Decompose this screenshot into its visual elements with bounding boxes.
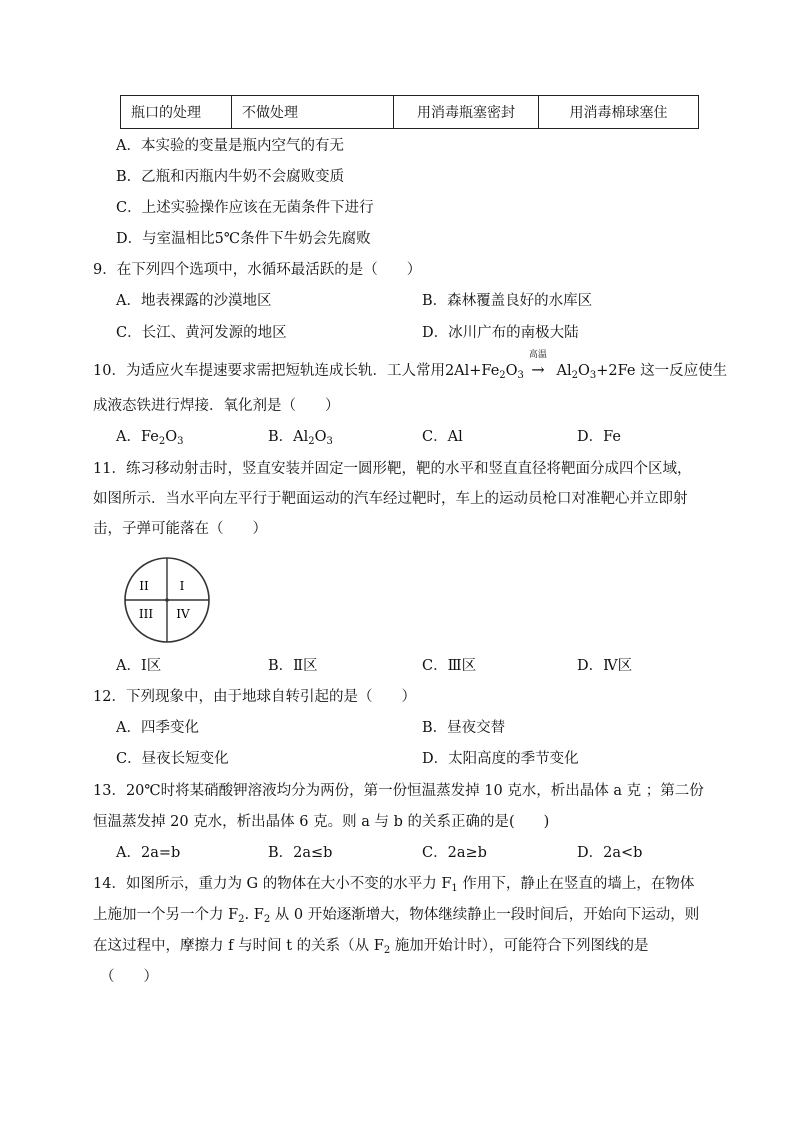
q13-stem-line1: 13．20℃时将某硝酸钾溶液均分为两份，第一份恒温蒸发掉 10 克水，析出晶体 a 克 ；第二份 (93, 783, 704, 799)
q14-text: 从 0 开始逐渐增大，物体继续静止一段时间后，开始向下运动，则 (270, 907, 700, 923)
subscript: 2 (499, 370, 506, 381)
reaction-condition: 高温 (528, 350, 547, 360)
q12-option-d: D．太阳高度的季节变化 (422, 751, 579, 767)
q11-stem-line1: 11．练习移动射击时，竖直安装并固定一圆形靶，靶的水平和竖直直径将靶面分成四个区域， (93, 461, 692, 477)
q8-option-c: C．上述实验操作应该在无菌条件下进行 (116, 200, 374, 216)
q8-option-a: A．本实验的变量是瓶内空气的有无 (116, 138, 344, 154)
subscript: 3 (177, 436, 184, 447)
subscript: 2 (263, 914, 271, 925)
subscript: 2 (238, 914, 245, 925)
q10-stem-text: Al (551, 363, 572, 379)
q12-option-c: C．昼夜长短变化 (116, 751, 229, 767)
q14-answer-blank: （ ） (100, 969, 158, 985)
table-cell: 瓶口的处理 (121, 96, 232, 129)
q10-stem-text: O (578, 363, 590, 379)
q14-text: . F (244, 907, 264, 923)
subscript: 2 (383, 945, 391, 956)
q9-option-b: B．森林覆盖良好的水库区 (422, 293, 593, 309)
bottle-treatment-table (120, 95, 699, 129)
round-target-figure (122, 555, 212, 645)
region-label: III (138, 607, 154, 621)
table-cell: 不做处理 (232, 96, 394, 129)
subscript: 3 (589, 370, 597, 381)
q9-option-a: A．地表裸露的沙漠地区 (116, 293, 272, 309)
arrow-icon: → (531, 360, 545, 379)
q12-option-a: A．四季变化 (116, 720, 199, 736)
q9-stem: 9．在下列四个选项中，水循环最活跃的是（ ） (93, 262, 422, 278)
q12-option-b: B．昼夜交替 (422, 720, 506, 736)
subscript: 1 (451, 883, 458, 894)
table-row (121, 96, 699, 129)
q14-text: 上施加一个另一个力 F (93, 907, 239, 923)
q10-stem-line2: 成液态铁进行焊接．氧化剂是（ ） (93, 398, 340, 414)
q10-option-b (268, 427, 333, 452)
q14-stem-line2 (93, 905, 699, 930)
q14-text: 在这过程中，摩擦力 f 与时间 t 的关系（从 F (93, 938, 384, 954)
q11-option-c: C．Ⅲ区 (422, 658, 477, 674)
subscript: 3 (517, 370, 524, 381)
q10-option-a (116, 427, 183, 452)
q14-stem-line1 (93, 874, 694, 899)
region-label: II (139, 579, 149, 593)
q13-option-b: B．2a≤b (268, 845, 333, 861)
q10-option-d: D．Fe (577, 429, 621, 445)
subscript: 2 (571, 370, 579, 381)
table-cell: 用消毒瓶塞密封 (394, 96, 539, 129)
q10-stem-text: O (505, 363, 518, 379)
subscript: 3 (326, 436, 333, 447)
q9-option-d: D．冰川广布的南极大陆 (422, 325, 579, 341)
q11-stem-line3: 击，子弹可能落在（ ） (93, 521, 267, 537)
q10-stem-text: 10．为适应火车提速要求需把短轨连成长轨．工人常用2Al+Fe (93, 363, 500, 379)
table-cell: 用消毒棉球塞住 (539, 96, 699, 129)
q13-option-d: D．2a<b (577, 845, 643, 861)
region-label: IV (176, 607, 190, 621)
q11-stem-line2: 如图所示．当水平向左平行于靶面运动的汽车经过靶时，车上的运动员枪口对准靶心并立即射 (93, 491, 688, 507)
option-text: O (165, 429, 178, 445)
option-text: B．Al (268, 429, 309, 445)
q11-option-b: B．Ⅱ区 (268, 658, 318, 674)
q14-text: 作用下，静止在竖直的墙上，在物体 (457, 876, 695, 892)
q13-option-a: A．2a=b (116, 845, 181, 861)
option-text: A．Fe (116, 429, 159, 445)
q10-stem (93, 350, 728, 386)
q14-text: 14．如图所示，重力为 G 的物体在大小不变的水平力 F (93, 876, 452, 892)
subscript: 2 (308, 436, 315, 447)
q11-option-a: A．Ⅰ区 (116, 658, 162, 674)
subscript: 2 (158, 436, 166, 447)
q14-stem-line3 (93, 936, 649, 961)
q12-stem: 12．下列现象中，由于地球自转引起的是（ ） (93, 689, 416, 705)
reaction-arrow (524, 350, 552, 381)
q10-option-c: C．Al (422, 429, 463, 445)
q11-option-d: D．Ⅳ区 (577, 658, 633, 674)
q13-stem-line2: 恒温蒸发掉 20 克水，析出晶体 6 克。则 a 与 b 的关系正确的是( ) (93, 814, 550, 830)
q8-option-d: D．与室温相比5℃条件下牛奶会先腐败 (116, 231, 371, 247)
q9-option-c: C．长江、黄河发源的地区 (116, 325, 287, 341)
target-center-dot (165, 598, 169, 602)
q14-text: 施加开始计时），可能符合下列图线的是 (390, 938, 649, 954)
q10-stem-text: +2Fe 这一反应使生 (596, 363, 728, 379)
region-label: I (179, 579, 185, 593)
option-text: O (314, 429, 327, 445)
q8-option-b: B．乙瓶和丙瓶内牛奶不会腐败变质 (116, 169, 345, 185)
q13-option-c: C．2a≥b (422, 845, 487, 861)
